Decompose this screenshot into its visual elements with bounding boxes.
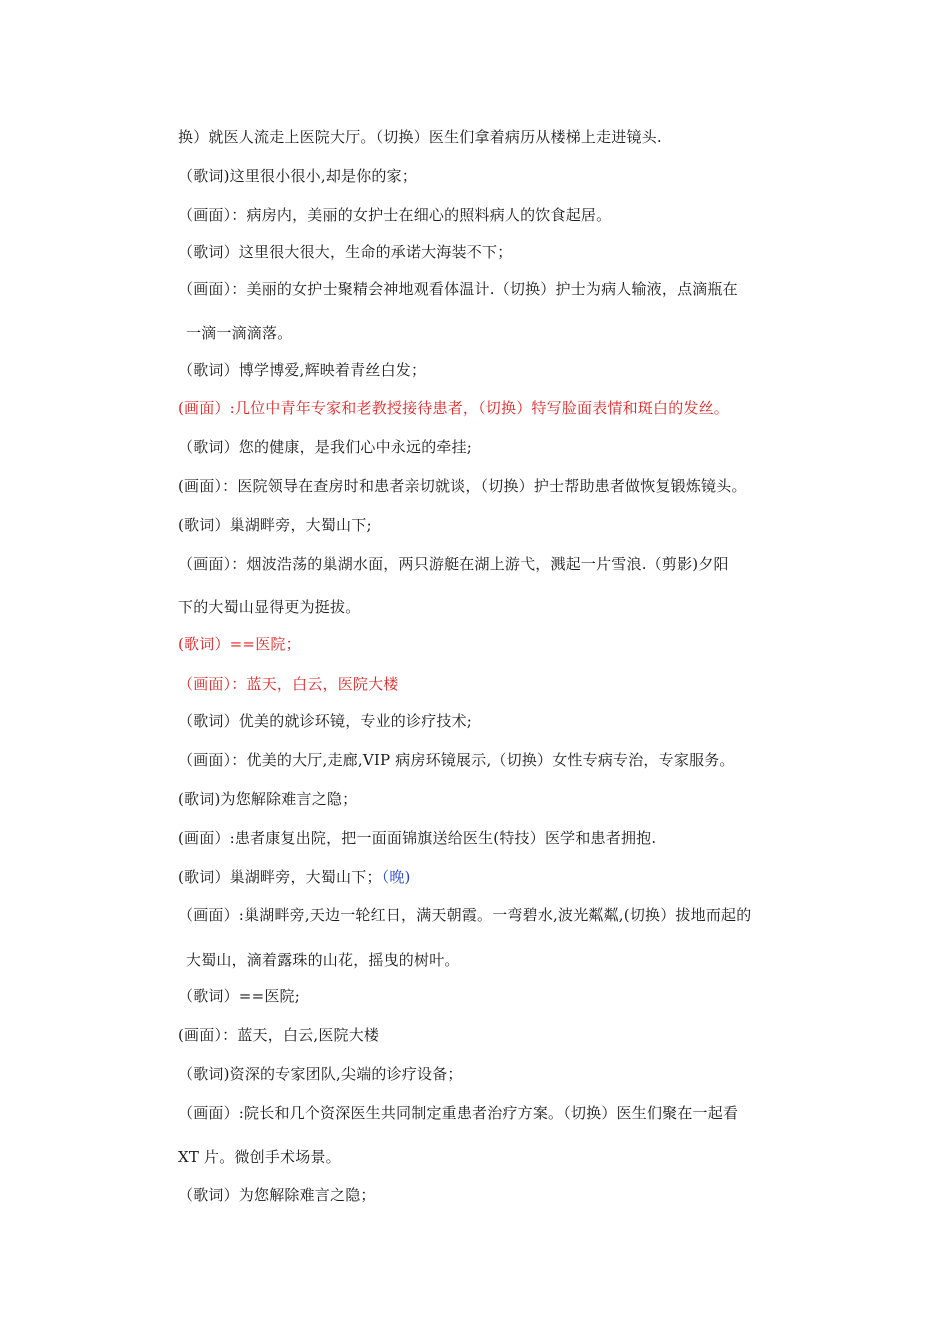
evening-note: （晚) <box>381 868 411 886</box>
text-line: （歌词）博学博爱,辉映着青丝白发； <box>178 361 427 379</box>
text-line: (画面）:患者康复出院，把一面面锦旗送给医生(特技）医学和患者拥抱. <box>178 829 657 847</box>
text-line: XT 片。微创手术场景。 <box>178 1148 341 1166</box>
text-line: （歌词)这里很小很小,却是你的家； <box>178 167 418 185</box>
lyric-text: (歌词）巢湖畔旁，大蜀山下； <box>178 868 382 886</box>
text-line: (歌词)为您解除难言之隐； <box>178 790 358 808</box>
text-line: （歌词）为您解除难言之隐； <box>178 1186 376 1204</box>
text-line: （画面）:巢湖畔旁,天边一轮红日，满天朝霞。一弯碧水,波光粼粼,(切换）拔地而起的 <box>178 906 752 924</box>
text-line: 换）就医人流走上医院大厅。（切换）医生们拿着病历从楼梯上走进镜头. <box>178 128 662 146</box>
text-line <box>178 867 411 887</box>
text-line: （画面）:院长和几个资深医生共同制定重患者治疗方案。（切换）医生们聚在一起看 <box>178 1104 739 1122</box>
text-line: (歌词）巢湖畔旁，大蜀山下; <box>178 516 372 534</box>
text-line: （歌词）您的健康，是我们心中永远的牵挂; <box>178 438 473 456</box>
text-line: 大蜀山，滴着露珠的山花，摇曳的树叶。 <box>186 951 460 969</box>
text-line: （画面）：美丽的女护士聚精会神地观看体温计.（切换）护士为病人输液，点滴瓶在 <box>178 280 738 298</box>
text-line: （画面）：烟波浩荡的巢湖水面，两只游艇在湖上游弋，溅起一片雪浪.（剪影)夕阳 <box>178 555 729 573</box>
text-line: （歌词)资深的专家团队,尖端的诊疗设备； <box>178 1065 463 1083</box>
text-line: （歌词）==医院; <box>178 987 300 1005</box>
text-line: 一滴一滴滴落。 <box>186 324 293 342</box>
text-line-highlight: (歌词）==医院； <box>178 635 301 653</box>
text-line-highlight: （画面）：蓝天，白云，医院大楼 <box>178 675 399 693</box>
text-line-highlight: (画面）:几位中青年专家和老教授接待患者，（切换）特写脸面表情和斑白的发丝。 <box>178 399 730 417</box>
text-line: （画面）：优美的大厅,走廊,VIP 病房环镜展示,（切换）女性专病专治，专家服务。 <box>178 751 735 769</box>
text-line: （歌词）优美的就诊环镜，专业的诊疗技术; <box>178 712 473 730</box>
text-line: 下的大蜀山显得更为挺拔。 <box>178 598 361 616</box>
text-line: (画面）：蓝天，白云,医院大楼 <box>178 1026 380 1044</box>
text-line: （歌词）这里很大很大，生命的承诺大海装不下； <box>178 243 513 261</box>
text-line: （画面）：病房内，美丽的女护士在细心的照料病人的饮食起居。 <box>178 206 612 224</box>
text-line: (画面）：医院领导在查房时和患者亲切就谈，（切换）护士帮助患者做恢复锻炼镜头。 <box>178 477 747 495</box>
